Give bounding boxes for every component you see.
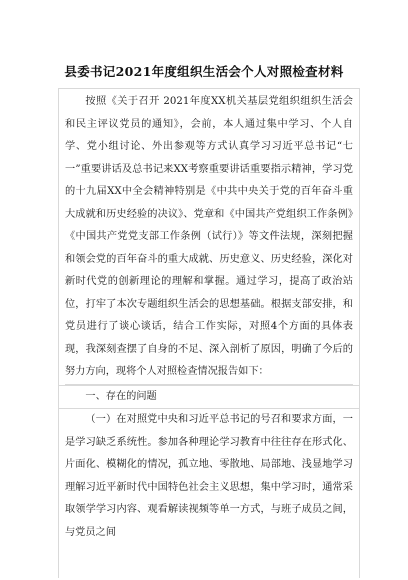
intro-paragraph: 按照《关于召开 2021年度XX机关基层党组织组织生活会和民主评议党员的通知》，会前，本人通过集中学习、个人自学、党小组讨论、外出参观等方式认真学习习近平总书记“七一”重要讲话及总书记来XX考察重要讲话重要指示精神，学习党的十九届XX中全会精神特别是《中共中央关于党的百年奋斗重大成就和历史经验的决议》、党章和《中国共产党组织工作条例》《中国共产党党支部工作条例（试行）》等文件法规，深刻把握和领会党的百年奋斗的重大成就、历史意义、历史经验，深化对新时代党的创新理论的理解和掌握。通过学习，提高了政治站位，打牢了本次专题组织生活会的思想基础。根据支部安排，和党员进行了谈心谈话，结合工作实际，对照4个方面的具体表现，我深刻查摆了自身的不足、深入剖析了原因，明确了今后的努力方向，现将个人对照检查情况报告如下： [65,91,353,385]
section-heading: 一、存在的问题 [59,385,359,410]
section-paragraph: （一）在对照党中央和习近平总书记的号召和要求方面，一是学习缺乏系统性。参加各种理论学习教育中往往存在形式化、片面化、模糊化的情况，孤立地、零散地、局部地、浅显地学习理解习近平新时代中国特色社会主义思想，集中学习时，通常采取领学学习内容、观看解读视频等单一方式，与班子成员之间，与党员之间 [65,414,353,538]
document-body [58,88,360,578]
page-title: 县委书记2021年度组织生活会个人对照检查材料 [64,64,344,79]
